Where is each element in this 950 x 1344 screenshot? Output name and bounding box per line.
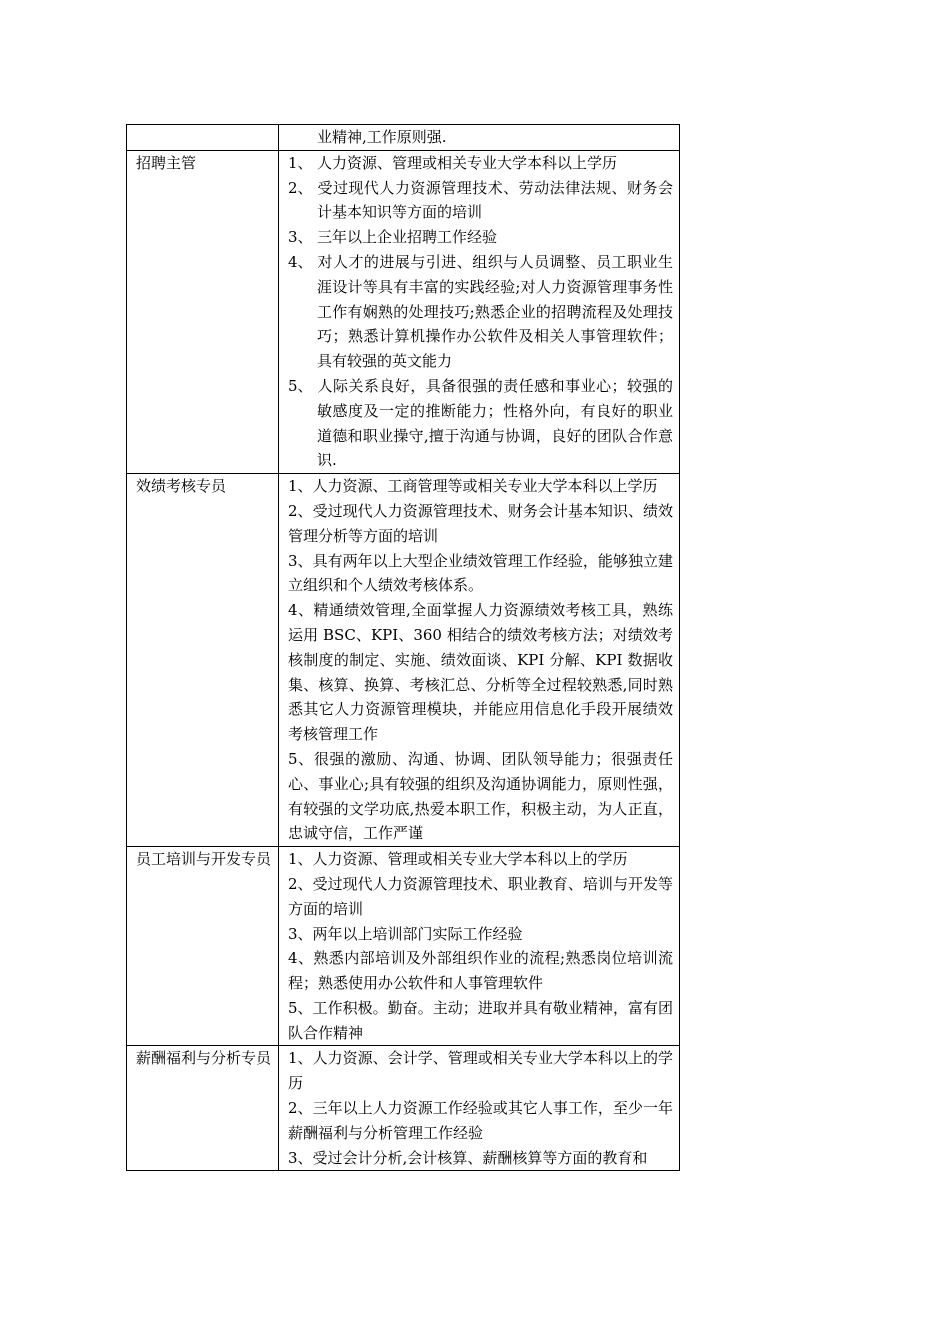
- item-number: 3、: [288, 228, 313, 247]
- item-text: 受过现代人力资源管理技术、劳动法律法规、财务会计基本知识等方面的培训: [317, 178, 673, 222]
- item-number: 2、: [288, 178, 313, 197]
- requirement-item: 4、熟悉内部培训及外部组织作业的流程;熟悉岗位培训流程；熟悉使用办公软件和人事管理软件: [288, 949, 673, 993]
- requirements-cell: [279, 847, 680, 1046]
- requirement-item: [288, 250, 673, 374]
- table-row: [127, 474, 680, 847]
- requirements-cell: [279, 474, 680, 847]
- requirement-item: 1、人力资源、工商管理等或相关专业大学本科以上学历: [288, 477, 658, 496]
- requirements-cell: [279, 125, 680, 151]
- requirement-item: 2、三年以上人力资源工作经验或其它人事工作，至少一年薪酬福利与分析管理工作经验: [288, 1099, 673, 1142]
- position-cell: 招聘主管: [127, 150, 279, 473]
- item-number: 1、: [288, 153, 313, 172]
- requirement-item: 1、人力资源、管理或相关专业大学本科以上的学历: [288, 850, 628, 869]
- item-text: 人力资源、管理或相关专业大学本科以上学历: [317, 153, 618, 172]
- job-requirements-table: [126, 124, 680, 1171]
- table-row: [127, 847, 680, 1046]
- requirement-item: [288, 151, 673, 176]
- requirement-item: 3、两年以上培训部门实际工作经验: [288, 924, 523, 943]
- table-row: [127, 1046, 680, 1171]
- requirements-cell: [279, 150, 680, 473]
- position-cell: 效绩考核专员: [127, 474, 279, 847]
- requirement-item: 业精神,工作原则强.: [317, 128, 447, 146]
- requirement-item: 2、受过现代人力资源管理技术、职业教育、培训与开发等方面的培训: [288, 874, 673, 918]
- item-text: 对人才的进展与引进、组织与人员调整、员工职业生涯设计等具有丰富的实践经验;对人力资源管理事务性工作有娴熟的处理技巧;熟悉企业的招聘流程及处理技巧；熟悉计算机操作办公软件及相关人事管理软件；具有较强的英文能力: [317, 252, 673, 371]
- requirement-item: 5、工作积极。勤奋。主动；进取并具有敬业精神，富有团队合作精神: [288, 998, 673, 1042]
- item-number: 4、: [288, 252, 313, 271]
- requirement-item: 1、人力资源、会计学、管理或相关专业大学本科以上的学历: [288, 1049, 673, 1093]
- item-text: 三年以上企业招聘工作经验: [317, 228, 498, 247]
- requirement-item: [288, 176, 673, 226]
- requirements-cell: [279, 1046, 680, 1171]
- position-cell: [127, 125, 279, 151]
- item-text: 人际关系良好，具备很强的责任感和事业心；较强的敏感度及一定的推断能力；性格外向，有良好的职业道德和职业操守,擅于沟通与协调，良好的团队合作意识.: [317, 376, 673, 470]
- requirement-item: 3、受过会计分析,会计核算、薪酬核算等方面的教育和: [288, 1148, 648, 1167]
- requirement-item: [288, 225, 673, 250]
- position-cell: 薪酬福利与分析专员: [127, 1046, 279, 1171]
- item-number: 5、: [288, 376, 313, 395]
- table-row: [127, 150, 680, 473]
- requirement-item: 2、受过现代人力资源管理技术、财务会计基本知识、绩效管理分析等方面的培训: [288, 501, 673, 545]
- requirement-item: 4、精通绩效管理,全面掌握人力资源绩效考核工具，熟练运用 BSC、KPI、360 相结合的绩效考核方法；对绩效考核制度的制定、实施、绩效面谈、KPI 分解、KPI 数据收集、核算、换算、考核汇总、分析等全过程较熟悉,同时熟悉其它人力资源管理模块，并能应用信息化手段开展绩效考核管理工作: [288, 601, 673, 744]
- requirement-item: 3、具有两年以上大型企业绩效管理工作经验，能够独立建立组织和个人绩效考核体系。: [288, 551, 673, 595]
- requirement-item: [288, 374, 673, 473]
- requirement-item: 5、很强的激励、沟通、协调、团队领导能力；很强责任心、事业心;具有较强的组织及沟通协调能力，原则性强，有较强的文学功底,热爱本职工作，积极主动，为人正直，忠诚守信，工作严谨: [288, 749, 673, 843]
- position-cell: 员工培训与开发专员: [127, 847, 279, 1046]
- table-row: [127, 125, 680, 151]
